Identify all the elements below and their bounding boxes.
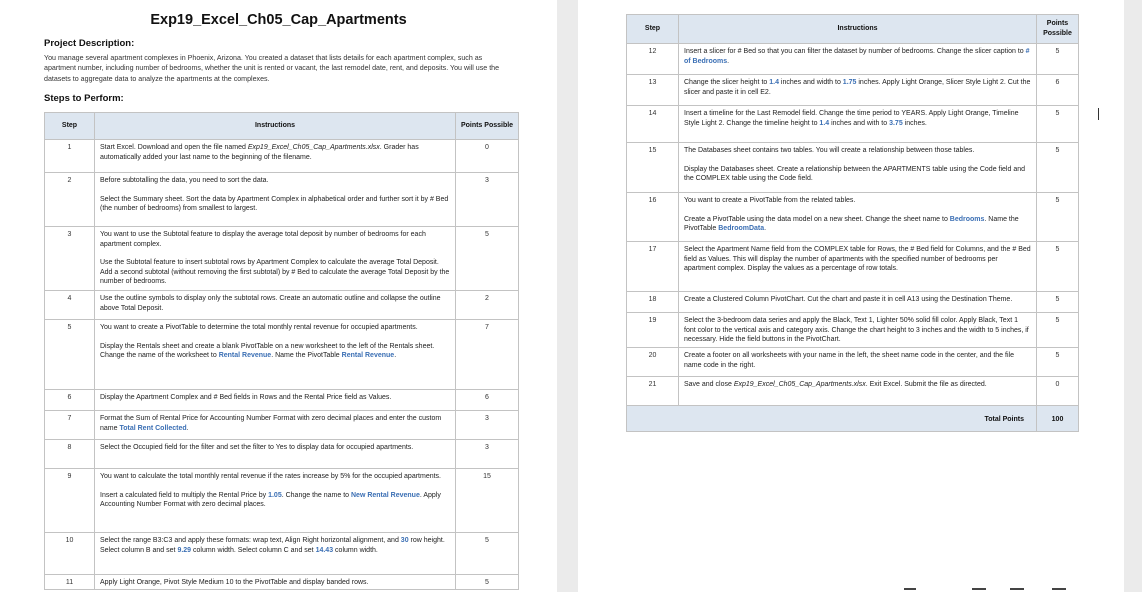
highlighted-value: 3.75 — [889, 119, 903, 127]
step-instructions — [679, 75, 1037, 106]
step-number: 2 — [45, 173, 95, 227]
step-instructions — [95, 469, 456, 533]
step-instructions — [679, 313, 1037, 348]
instruction-paragraph — [684, 146, 1031, 156]
step-points: 5 — [456, 227, 519, 291]
table-header-row — [627, 15, 1079, 44]
highlighted-value: BedroomData — [718, 225, 765, 233]
instruction-text: row height. Select column B and set — [100, 537, 445, 554]
step-instructions — [95, 390, 456, 411]
instruction-text: . — [727, 57, 730, 65]
table-row — [45, 533, 519, 575]
instruction-paragraph — [100, 323, 450, 333]
step-number: 14 — [627, 106, 679, 143]
instruction-text: Display the Rentals sheet and create a blank PivotTable on a new worksheet to the left of the Rentals sheet. Change the name of the worksheet to — [100, 342, 435, 360]
steps-heading: Steps to Perform: — [44, 93, 124, 104]
points-column-header: Points Possible — [456, 113, 519, 140]
page-edge-mark — [1010, 588, 1024, 590]
instruction-text: inches and width to — [778, 79, 843, 86]
step-points: 5 — [1037, 143, 1079, 193]
instruction-text: . — [394, 352, 397, 360]
instruction-text: inches. — [902, 119, 927, 127]
instruction-text: Select the Apartment Name field from the COMPLEX table for Rows, the # Bed field for Columns, and the # Bed field as Values. This will display the number of apartments with the specified number of bedrooms per apartment complex. Display the values as a percentage of row totals. — [684, 246, 1031, 273]
step-points: 5 — [456, 533, 519, 575]
instruction-text: . — [764, 225, 767, 233]
step-number: 4 — [45, 291, 95, 320]
table-row — [45, 320, 519, 390]
instruction-text: . Exit Excel. Submit the file as directed. — [865, 381, 987, 388]
table-row — [45, 469, 519, 533]
table-row — [45, 411, 519, 440]
table-row — [627, 377, 1079, 406]
instructions-column-header: Instructions — [679, 15, 1037, 44]
step-number: 5 — [45, 320, 95, 390]
step-number: 21 — [627, 377, 679, 406]
step-number: 7 — [45, 411, 95, 440]
instruction-text: . Grader has automatically added your last name to the beginning of the filename. — [100, 144, 419, 161]
step-instructions — [679, 292, 1037, 313]
instruction-text: Insert a slicer for # Bed so that you can filter the dataset by number of bedrooms. Change the slicer caption to — [684, 48, 1026, 55]
step-points: 2 — [456, 291, 519, 320]
step-points: 5 — [456, 575, 519, 590]
instruction-text: column width. — [333, 546, 378, 554]
highlighted-value: Rental Revenue — [341, 352, 395, 360]
step-instructions — [95, 173, 456, 227]
instruction-text: You want to use the Subtotal feature to display the average total deposit by number of bedrooms for each apartment complex. — [100, 231, 426, 248]
highlighted-value: New Rental Revenue — [351, 491, 420, 499]
instruction-paragraph — [684, 109, 1031, 128]
step-number: 15 — [627, 143, 679, 193]
steps-table-part-1 — [44, 112, 519, 590]
instruction-text: Create a footer on all worksheets with your name in the left, the sheet name code in the center, and the file name code in the right. — [684, 352, 1014, 369]
step-number: 16 — [627, 193, 679, 242]
step-points: 6 — [1037, 75, 1079, 106]
step-number: 18 — [627, 292, 679, 313]
instruction-text: Before subtotalling the data, you need to sort the data. — [100, 177, 269, 184]
instruction-text: . Apply Accounting Number Format with zero decimal places. — [100, 491, 441, 509]
instruction-paragraph — [100, 491, 450, 510]
instruction-text: Use the Subtotal feature to insert subtotal rows by Apartment Complex to calculate the average Total Deposit. Add a second subtotal (without removing the first subtotal) by # Bed to calculate the average Total Deposit by the number of bedrooms. — [100, 259, 450, 286]
instruction-paragraph — [100, 443, 450, 453]
table-row — [627, 44, 1079, 75]
step-instructions — [95, 411, 456, 440]
instruction-text: Change the slicer height to — [684, 79, 770, 86]
step-number: 10 — [45, 533, 95, 575]
page-edge-mark — [972, 588, 986, 590]
step-points: 5 — [1037, 348, 1079, 377]
step-points: 0 — [1037, 377, 1079, 406]
instruction-paragraph — [684, 165, 1031, 184]
points-column-header: Points Possible — [1037, 15, 1079, 44]
instruction-paragraph — [684, 245, 1031, 274]
table-row — [627, 348, 1079, 377]
table-row — [627, 106, 1079, 143]
step-instructions — [679, 242, 1037, 292]
instruction-text: Insert a calculated field to multiply the Rental Price by — [100, 491, 269, 499]
instruction-text: Select the 3-bedroom data series and apply the Black, Text 1, Lighter 50% solid fill color. Apply Black, Text 1 font color to the vertical axis and category axis. Change the chart height to 3 inches and the width to 5 inches, if necessary. Hide the field buttons in the PivotChart. — [684, 317, 1029, 344]
instruction-paragraph — [100, 472, 450, 482]
step-instructions — [95, 140, 456, 173]
instruction-text: Create a Clustered Column PivotChart. Cut the chart and paste it in cell A13 using the Destination Theme. — [684, 296, 1013, 303]
step-instructions — [679, 193, 1037, 242]
step-points: 15 — [456, 469, 519, 533]
instruction-paragraph — [100, 536, 450, 555]
instruction-text: Display the Apartment Complex and # Bed fields in Rows and the Rental Price field as Values. — [100, 394, 392, 401]
instruction-text: inches. Apply Light Orange, Slicer Style Light 2. Cut the slicer and paste it in cell E2. — [684, 79, 1031, 96]
step-points: 5 — [1037, 106, 1079, 143]
highlighted-value: Bedrooms — [949, 215, 985, 223]
step-number: 8 — [45, 440, 95, 469]
step-points: 0 — [456, 140, 519, 173]
instruction-text: You want to calculate the total monthly rental revenue if the rates increase by 5% for the occupied apartments. — [100, 473, 441, 480]
step-number: 1 — [45, 140, 95, 173]
step-number: 3 — [45, 227, 95, 291]
table-row — [627, 292, 1079, 313]
step-instructions — [95, 320, 456, 390]
step-number: 9 — [45, 469, 95, 533]
step-instructions — [95, 533, 456, 575]
instruction-paragraph — [100, 195, 450, 214]
file-name: Exp19_Excel_Ch05_Cap_Apartments.xlsx — [733, 381, 866, 388]
instruction-paragraph — [100, 143, 450, 162]
instruction-text: Select the Summary sheet. Sort the data by Apartment Complex in alphabetical order and further sort it by # Bed (the number of bedrooms) from smallest to largest. — [100, 195, 449, 213]
step-instructions — [679, 106, 1037, 143]
highlighted-value: 1.4 — [769, 79, 779, 86]
step-points: 5 — [1037, 292, 1079, 313]
step-points: 3 — [456, 440, 519, 469]
step-number: 19 — [627, 313, 679, 348]
instruction-paragraph — [100, 414, 450, 433]
table-row — [45, 173, 519, 227]
step-points: 3 — [456, 173, 519, 227]
table-row — [45, 390, 519, 411]
step-instructions — [679, 348, 1037, 377]
total-points-row — [627, 406, 1079, 432]
instruction-paragraph — [684, 47, 1031, 66]
instruction-text: Apply Light Orange, Pivot Style Medium 10 to the PivotTable and display banded rows. — [100, 579, 369, 586]
step-number: 20 — [627, 348, 679, 377]
table-row — [45, 575, 519, 590]
document-page-1 — [0, 0, 557, 592]
text-cursor — [1098, 108, 1099, 120]
instruction-text: Save and close — [684, 381, 734, 388]
step-number: 13 — [627, 75, 679, 106]
table-row — [45, 140, 519, 173]
instruction-paragraph — [100, 342, 450, 361]
highlighted-value: 9.29 — [177, 546, 192, 554]
step-number: 17 — [627, 242, 679, 292]
table-row — [627, 313, 1079, 348]
steps-table-part-2 — [626, 14, 1079, 432]
instruction-paragraph — [100, 578, 450, 588]
instruction-text: Select the range B3:C3 and apply these formats: wrap text, Align Right horizontal alignment, and — [100, 537, 401, 544]
highlighted-value: 14.43 — [315, 546, 334, 554]
table-row — [627, 193, 1079, 242]
instruction-paragraph — [684, 380, 1031, 390]
instruction-text: Select the Occupied field for the filter and set the filter to Yes to display data for occupied apartments. — [100, 444, 414, 451]
step-number: 11 — [45, 575, 95, 590]
document-page-2 — [578, 0, 1124, 592]
step-points: 5 — [1037, 44, 1079, 75]
instruction-text: column width. Select column C and set — [191, 546, 316, 554]
highlighted-value: 1.75 — [842, 79, 857, 86]
project-description: You manage several apartment complexes in Phoenix, Arizona. You created a dataset that lists details for each apartment complex, such as apartment number, including number of bedrooms, whether the unit is rented or vacant, the last remodel date, rent, and deposits. You will use the datasets to aggregate data to analyze the apartments at the complexes. — [44, 54, 500, 83]
table-row — [45, 291, 519, 320]
step-number: 6 — [45, 390, 95, 411]
highlighted-value: 30 — [400, 537, 409, 544]
step-points: 5 — [1037, 242, 1079, 292]
instruction-paragraph — [100, 294, 450, 313]
instruction-paragraph — [100, 230, 450, 249]
step-points: 5 — [1037, 193, 1079, 242]
highlighted-value: 1.4 — [819, 119, 830, 127]
highlighted-value: Total Rent Collected — [119, 424, 187, 432]
step-instructions — [95, 227, 456, 291]
step-points: 6 — [456, 390, 519, 411]
step-points: 5 — [1037, 313, 1079, 348]
table-row — [627, 75, 1079, 106]
project-description-heading: Project Description: — [44, 38, 135, 49]
table-row — [45, 227, 519, 291]
instruction-paragraph — [684, 215, 1031, 234]
step-column-header: Step — [627, 15, 679, 44]
total-points-value: 100 — [1037, 406, 1079, 432]
instruction-paragraph — [100, 393, 450, 403]
instructions-column-header: Instructions — [95, 113, 456, 140]
instruction-text: . — [186, 424, 189, 432]
step-points: 7 — [456, 320, 519, 390]
instruction-text: . Name the PivotTable — [271, 352, 342, 360]
table-row — [45, 440, 519, 469]
step-instructions — [679, 44, 1037, 75]
instruction-text: inches and with to — [829, 119, 890, 127]
instruction-text: You want to create a PivotTable to determine the total monthly rental revenue for occupied apartments. — [100, 324, 418, 331]
step-instructions — [95, 440, 456, 469]
step-points: 3 — [456, 411, 519, 440]
document-title: Exp19_Excel_Ch05_Cap_Apartments — [150, 12, 407, 28]
instruction-text: You want to create a PivotTable from the related tables. — [684, 197, 856, 204]
table-row — [627, 143, 1079, 193]
step-instructions — [679, 377, 1037, 406]
step-instructions — [679, 143, 1037, 193]
file-name: Exp19_Excel_Ch05_Cap_Apartments.xlsx — [247, 144, 380, 151]
step-number: 12 — [627, 44, 679, 75]
instruction-text: Create a PivotTable using the data model on a new sheet. Change the sheet name to — [684, 215, 950, 223]
instruction-text: Display the Databases sheet. Create a relationship between the APARTMENTS table using the Code field and the COMPLEX table using the Code field. — [684, 165, 1025, 183]
instruction-text: Use the outline symbols to display only the subtotal rows. Create an automatic outline and collapse the outline above Total Deposit. — [100, 295, 441, 312]
page-edge-mark — [904, 588, 916, 590]
highlighted-value: Rental Revenue — [218, 352, 272, 360]
highlighted-value: # of Bedrooms — [684, 48, 1030, 65]
instruction-paragraph — [684, 351, 1031, 370]
instruction-paragraph — [684, 295, 1031, 305]
table-row — [627, 242, 1079, 292]
highlighted-value: 1.05 — [268, 491, 282, 499]
instruction-paragraph — [100, 176, 450, 186]
instruction-text: The Databases sheet contains two tables. You will create a relationship between those tables. — [684, 147, 975, 154]
table-header-row — [45, 113, 519, 140]
instruction-paragraph — [684, 316, 1031, 345]
instruction-text: . Change the name to — [281, 491, 351, 499]
instruction-text: Insert a timeline for the Last Remodel field. Change the time period to YEARS. Apply Light Orange, Timeline Style Light 2. Change the timeline height to — [684, 110, 1019, 127]
instruction-text: Format the Sum of Rental Price for Accounting Number Format with zero decimal places and enter the custom name — [100, 415, 442, 432]
step-instructions — [95, 291, 456, 320]
instruction-paragraph — [684, 78, 1031, 97]
instruction-text: . Name the PivotTable — [684, 215, 1019, 233]
instruction-text: Start Excel. Download and open the file named — [100, 144, 248, 151]
instruction-paragraph — [100, 258, 450, 287]
step-column-header: Step — [45, 113, 95, 140]
page-edge-mark — [1052, 588, 1066, 590]
total-points-label: Total Points — [627, 406, 1037, 432]
instruction-paragraph — [684, 196, 1031, 206]
step-instructions — [95, 575, 456, 590]
